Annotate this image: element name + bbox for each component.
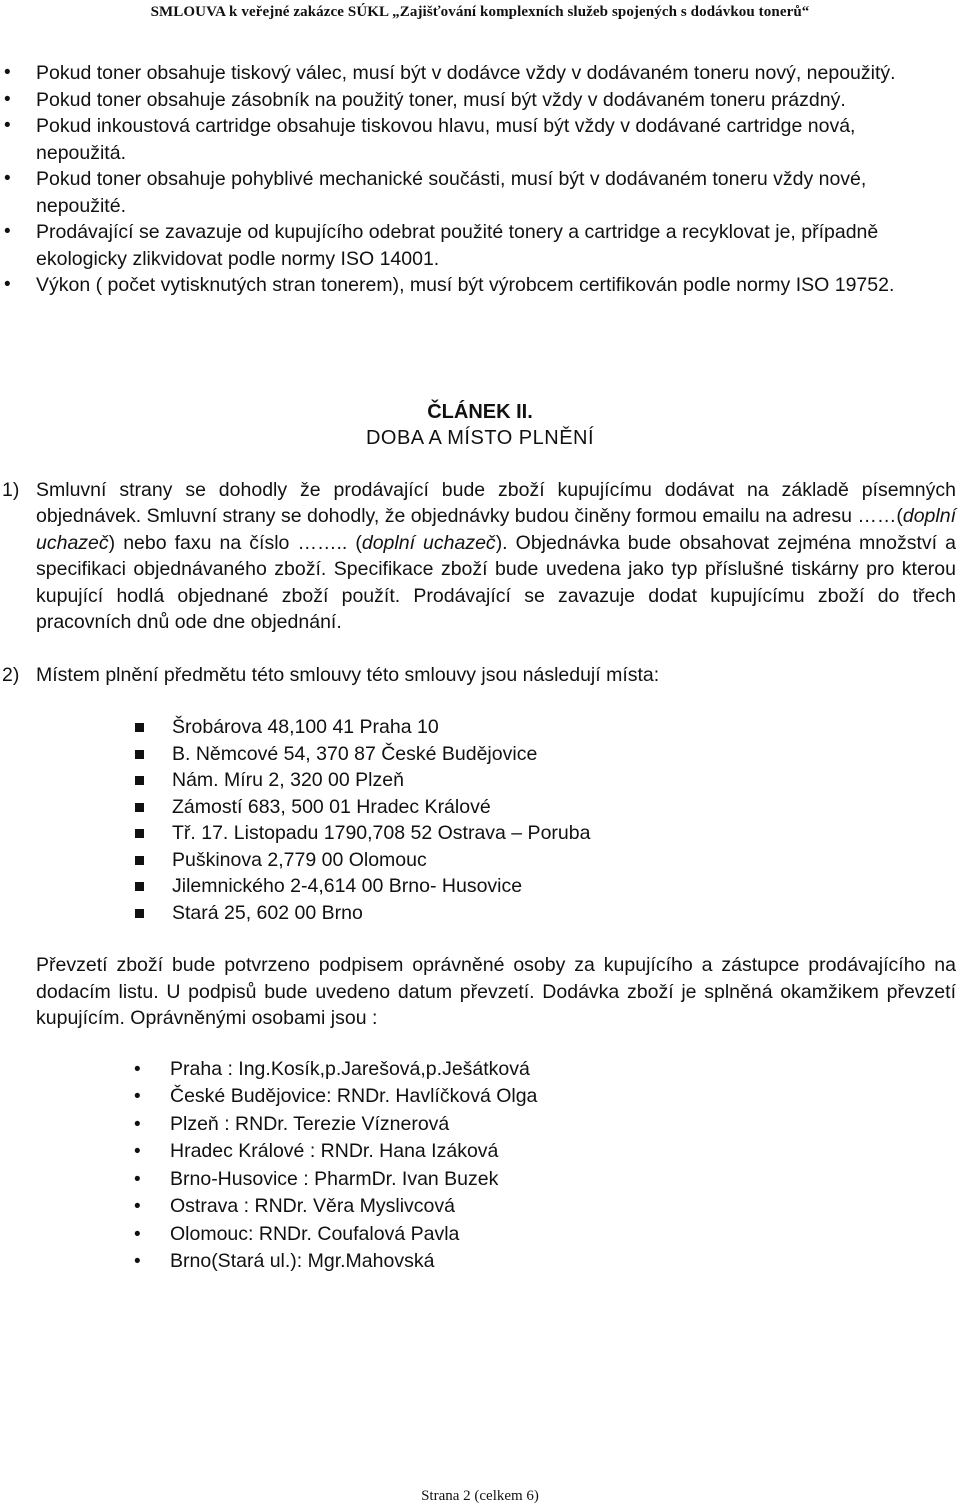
page-footer: Strana 2 (celkem 6) bbox=[421, 1488, 539, 1504]
section-1-text-a: Smluvní strany se dohodly že prodávající bude zboží kupujícímu dodávat na základě písemných objednávek. Smluvní strany se dohodly, že objednávky budou činěny formou emailu na adresu ……( bbox=[36, 478, 956, 527]
section-2-number: 2) bbox=[2, 663, 20, 686]
list-item: Puškinova 2,779 00 Olomouc bbox=[0, 847, 960, 874]
list-item: • Brno(Stará ul.): Mgr.Mahovská bbox=[0, 1248, 960, 1276]
places-list bbox=[0, 714, 960, 926]
list-item: • Plzeň : RNDr. Terezie Víznerová bbox=[0, 1111, 960, 1139]
list-item: • Ostrava : RNDr. Věra Myslivcová bbox=[0, 1193, 960, 1221]
section-1-number: 1) bbox=[2, 478, 20, 501]
list-item: • Pokud inkoustová cartridge obsahuje tiskovou hlavu, musí být vždy v dodávané cartridge nová, nepoužitá. bbox=[0, 113, 960, 166]
section-1-text-b: ) nebo faxu na číslo …….. ( bbox=[108, 531, 362, 554]
list-item: B. Němcové 54, 370 87 České Budějovice bbox=[0, 741, 960, 768]
section-1-placeholder-fax: doplní uchazeč bbox=[361, 531, 496, 554]
list-item: Zámostí 683, 500 01 Hradec Králové bbox=[0, 794, 960, 821]
list-item: Jilemnického 2-4,614 00 Brno- Husovice bbox=[0, 873, 960, 900]
list-item: • Hradec Králové : RNDr. Hana Izáková bbox=[0, 1138, 960, 1166]
list-item: • Prodávající se zavazuje od kupujícího odebrat použité tonery a cartridge a recyklovat je, případně ekologicky zlikvidovat podle normy ISO 14001. bbox=[0, 219, 960, 272]
requirements-list bbox=[0, 60, 960, 299]
list-item: • Olomouc: RNDr. Coufalová Pavla bbox=[0, 1221, 960, 1249]
section-2-paragraph bbox=[0, 662, 956, 689]
list-item: • Praha : Ing.Kosík,p.Jarešová,p.Ješátková bbox=[0, 1056, 960, 1084]
list-item: • Pokud toner obsahuje zásobník na použitý toner, musí být vždy v dodávaném toneru prázdný. bbox=[0, 87, 960, 114]
list-item: Tř. 17. Listopadu 1790,708 52 Ostrava – Poruba bbox=[0, 820, 960, 847]
section-1-paragraph bbox=[0, 477, 956, 636]
list-item: • Pokud toner obsahuje tiskový válec, musí být v dodávce vždy v dodávaném toneru nový, nepoužitý. bbox=[0, 60, 960, 87]
section-1-text-c: ). Objednávka bude obsahovat zejména množství a specifikaci objednávaného zboží. Specifikace zboží bude uvedena jako typ příslušné tiskárny pro kterou kupující hodlá objednané zboží použít. Prodávající se zavazuje dodat kupujícímu zboží do třech pracovních dnů ode dne objednání. bbox=[36, 531, 956, 633]
list-item: Šrobárova 48,100 41 Praha 10 bbox=[0, 714, 960, 741]
list-item: • Výkon ( počet vytisknutých stran tonerem), musí být výrobcem certifikován podle normy ISO 19752. bbox=[0, 272, 960, 299]
takeover-paragraph: Převzetí zboží bude potvrzeno podpisem oprávněné osoby za kupujícího a zástupce prodávajícího na dodacím listu. U podpisů bude uvedeno datum převzetí. Dodávka zboží je splněná okamžikem převzetí kupujícím. Oprávněnými osobami jsou : bbox=[36, 954, 956, 1029]
document-body bbox=[0, 60, 960, 1276]
section-1-placeholder-email: doplní uchazeč bbox=[36, 505, 956, 554]
page-header: SMLOUVA k veřejné zakázce SÚKL „Zajišťování komplexních služeb spojených s dodávkou tonerů“ bbox=[150, 4, 810, 20]
article-subtitle: DOBA A MÍSTO PLNĚNÍ bbox=[365, 426, 595, 449]
article-title: ČLÁNEK II. bbox=[427, 400, 533, 423]
list-item: • České Budějovice: RNDr. Havlíčková Olga bbox=[0, 1083, 960, 1111]
list-item: Nám. Míru 2, 320 00 Plzeň bbox=[0, 767, 960, 794]
authorized-persons-list bbox=[0, 1056, 960, 1276]
list-item: • Brno-Husovice : PharmDr. Ivan Buzek bbox=[0, 1166, 960, 1194]
list-item: Stará 25, 602 00 Brno bbox=[0, 900, 960, 927]
list-item: • Pokud toner obsahuje pohyblivé mechanické součásti, musí být v dodávaném toneru vždy nové, nepoužité. bbox=[0, 166, 960, 219]
section-2-text: Místem plnění předmětu této smlouvy této smlouvy jsou následují místa: bbox=[36, 663, 660, 686]
